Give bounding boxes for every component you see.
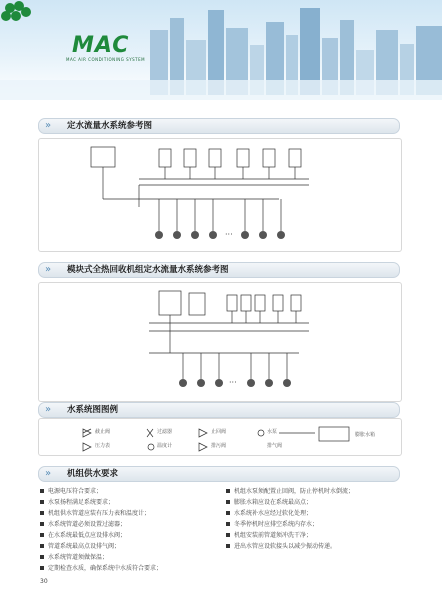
list-item: 水泵扬程满足系统要求； — [40, 497, 218, 508]
legend-label: 温度计 — [157, 443, 173, 449]
section-title: 模块式全热回收机组定水流量水系统参考图 — [67, 265, 229, 275]
double-chevron-icon: » — [45, 120, 52, 131]
legend-label: 膨胀水箱 — [355, 432, 376, 438]
legend-panel — [38, 418, 402, 456]
logo-subtitle: MAC AIR CONDITIONING SYSTEM — [66, 57, 146, 62]
list-item: 水系统管道须做保温； — [40, 552, 218, 563]
list-item: 膨胀水箱应设在系统最高点； — [226, 497, 402, 508]
list-item: 冬季停机时应排空系统内存水； — [226, 519, 402, 530]
logo-text: MAC — [72, 33, 130, 58]
list-item: 水系统补水应经过软化处理； — [226, 508, 402, 519]
legend-label: 排气阀 — [267, 443, 283, 449]
section-header-water-requirements — [38, 466, 400, 482]
heat-recovery-schematic — [39, 283, 401, 401]
legend-label: 排污阀 — [211, 443, 227, 449]
section-header-legend — [38, 402, 400, 418]
section-title: 机组供水要求 — [67, 469, 119, 479]
page-number: 30 — [40, 578, 48, 585]
list-item: 机组安装前管道须冲洗干净； — [226, 530, 402, 541]
legend-symbols — [39, 419, 401, 455]
list-item: 管道系统最高点设排气阀； — [40, 541, 218, 552]
water-system-schematic — [39, 139, 401, 251]
list-item: 进出水管应设软接头以减少振动传递。 — [226, 541, 402, 552]
section-header-constant-flow — [38, 118, 400, 134]
section-header-modular-heat-recovery — [38, 262, 400, 278]
list-item: 定期检查水质，确保系统中水质符合要求； — [40, 563, 218, 574]
legend-label: 过滤器 — [157, 429, 173, 435]
constant-flow-diagram — [38, 138, 402, 252]
mac-logo-icon — [0, 0, 110, 28]
double-chevron-icon: » — [45, 468, 52, 479]
header-banner — [0, 0, 442, 100]
list-item: 水系统管道必须设置过滤器； — [40, 519, 218, 530]
list-item: 机组水泵须配置止回阀，防止停机时水倒流； — [226, 486, 402, 497]
legend-label: 水泵 — [267, 429, 278, 435]
section-title: 水系统图图例 — [67, 405, 119, 415]
requirements-list-right — [226, 486, 402, 552]
section-title: 定水流量水系统参考图 — [67, 121, 153, 131]
legend-label: 截止阀 — [95, 429, 111, 435]
double-chevron-icon: » — [45, 264, 52, 275]
double-chevron-icon: » — [45, 404, 52, 415]
legend-label: 止回阀 — [211, 429, 227, 435]
legend-label: 压力表 — [95, 443, 111, 449]
modular-heat-recovery-diagram — [38, 282, 402, 402]
requirements-list-left — [40, 486, 218, 574]
list-item: 在水系统最低点应设排水阀； — [40, 530, 218, 541]
svg-text:···: ··· — [229, 378, 237, 387]
list-item: 机组供水管道应装有压力表和温度计； — [40, 508, 218, 519]
list-item: 电源电压符合要求； — [40, 486, 218, 497]
svg-text:···: ··· — [225, 230, 233, 239]
